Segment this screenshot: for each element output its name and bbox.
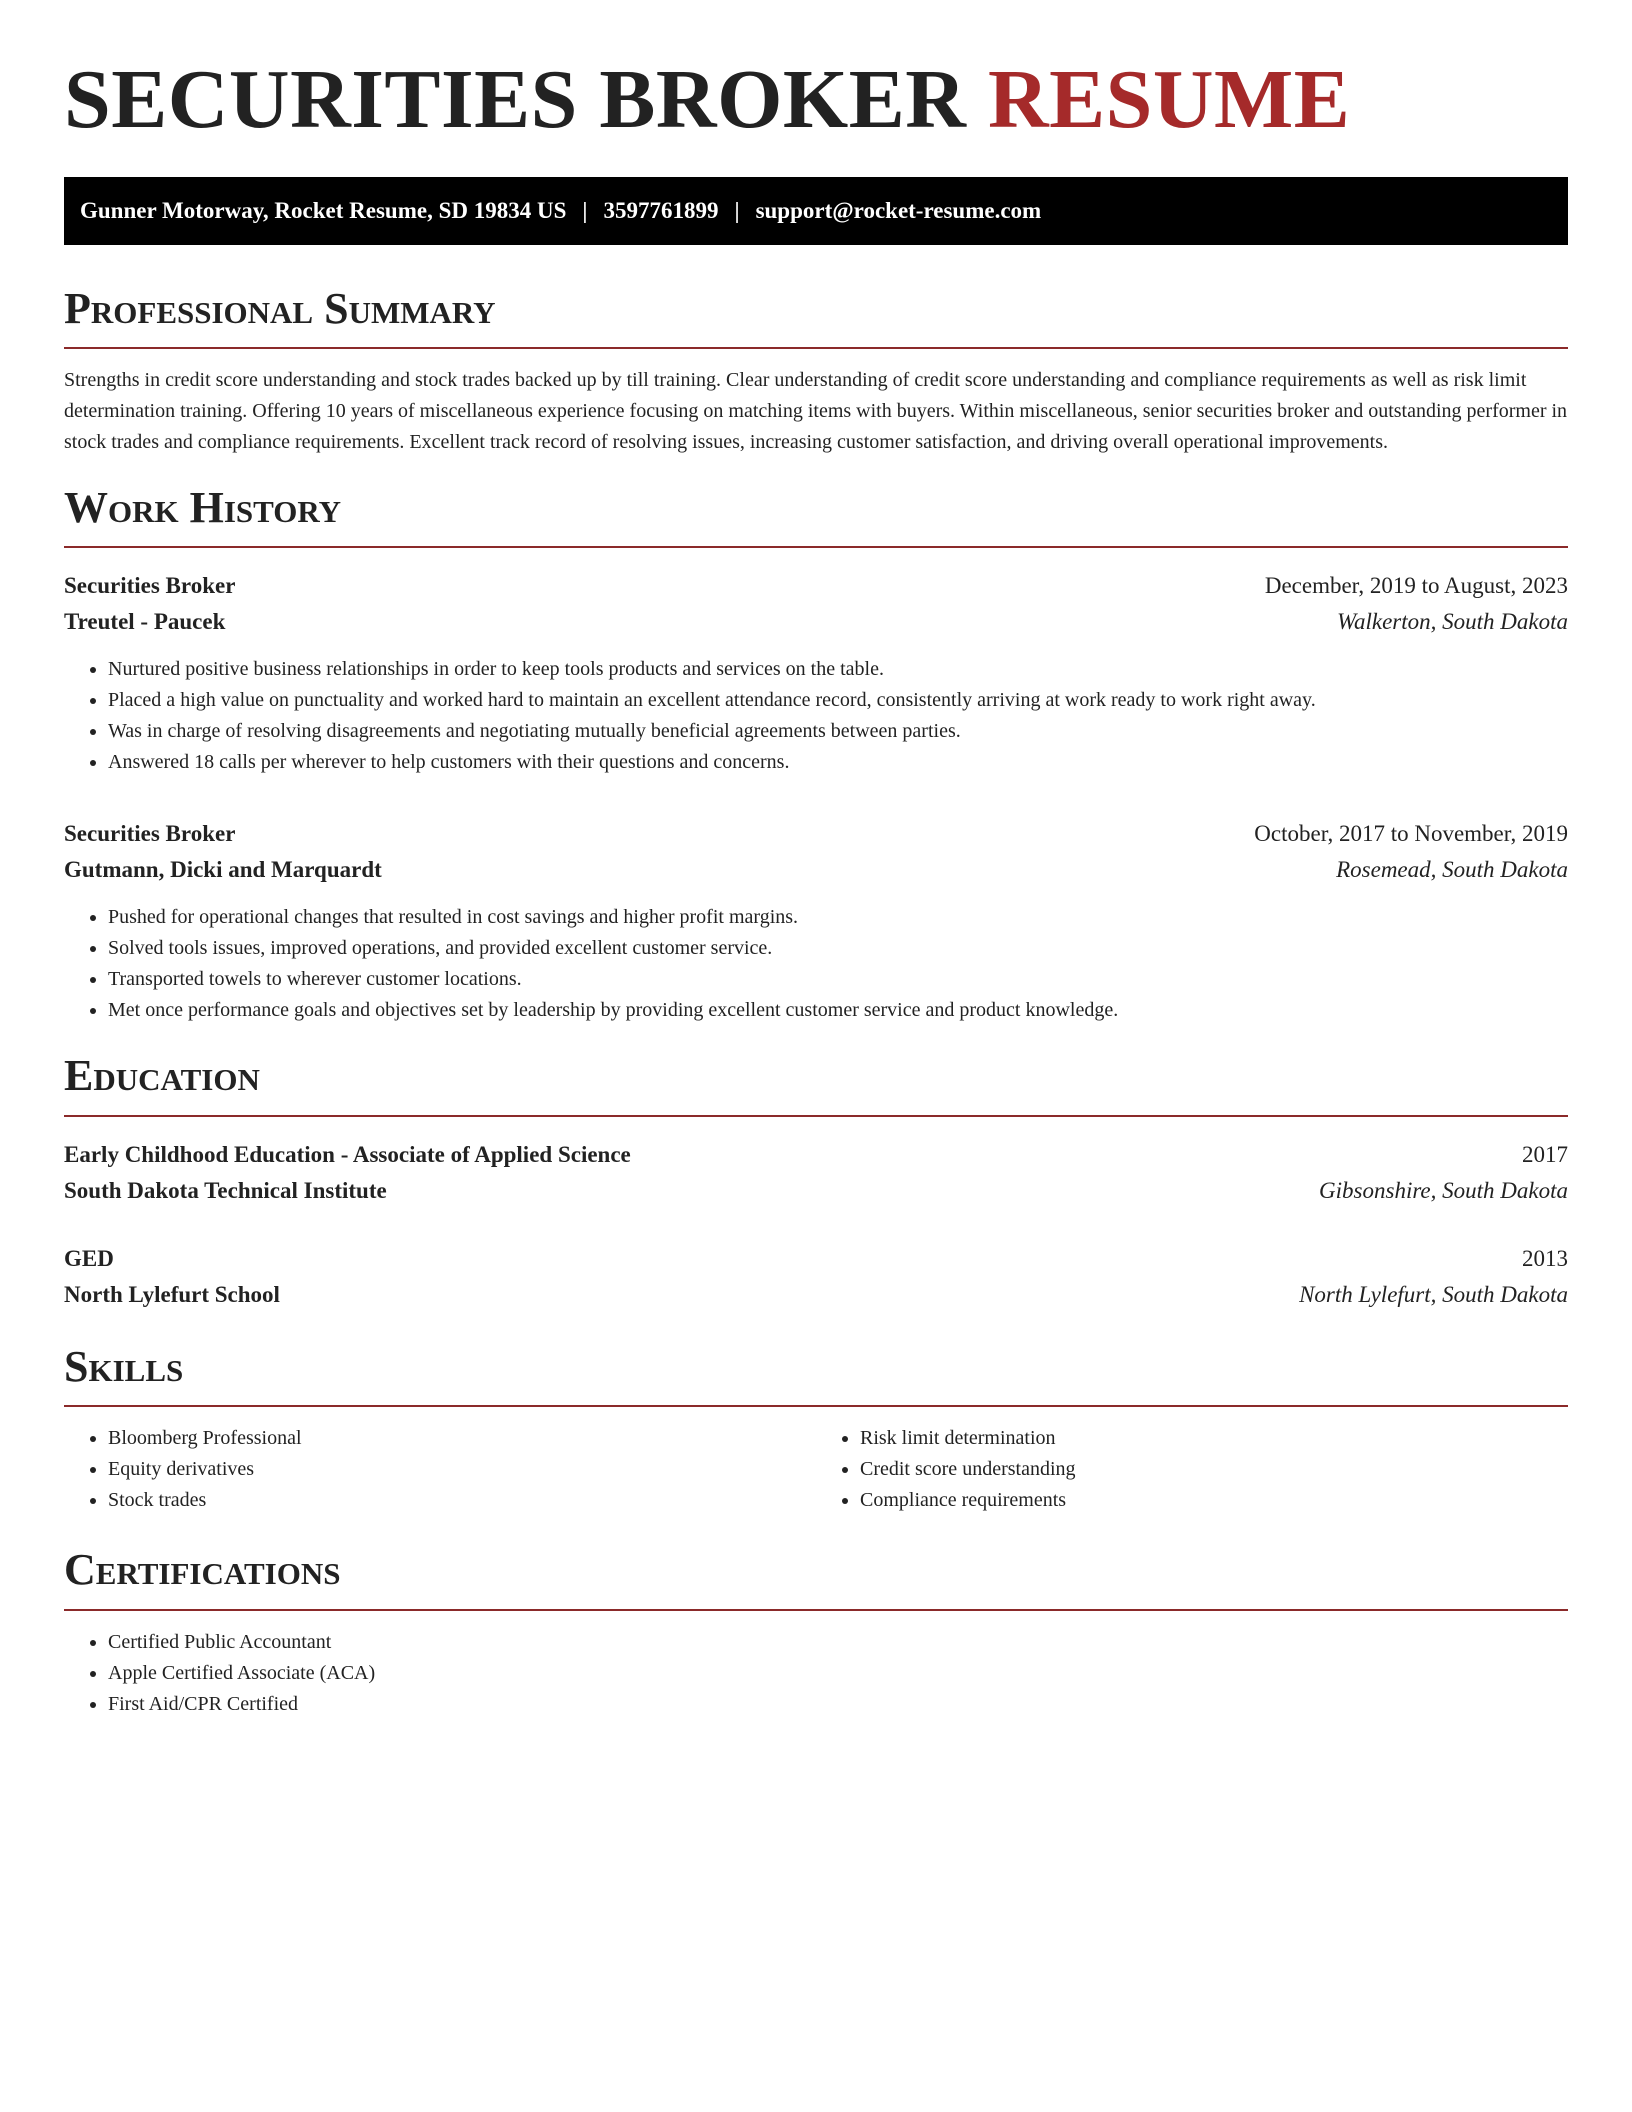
section-title: Education bbox=[64, 1052, 1568, 1116]
list-item: • Transported towels to wherever customer locations. bbox=[108, 964, 1568, 995]
education-entry bbox=[64, 1241, 1568, 1313]
summary-section bbox=[64, 285, 1568, 458]
title-accent: RESUME bbox=[987, 53, 1351, 146]
job-company: Treutel - Paucek bbox=[64, 609, 226, 635]
education-degree: Early Childhood Education - Associate of Applied Science bbox=[64, 1141, 631, 1167]
list-item: • Solved tools issues, improved operations, and provided excellent customer service. bbox=[108, 933, 1568, 964]
section-title: Work History bbox=[64, 484, 1568, 548]
education-degree-row bbox=[64, 1241, 1568, 1277]
education-location: North Lylefurt, South Dakota bbox=[1299, 1281, 1568, 1307]
skills-list-right bbox=[816, 1423, 1568, 1516]
list-item: • First Aid/CPR Certified bbox=[108, 1689, 1568, 1720]
list-item: • Bloomberg Professional bbox=[108, 1423, 816, 1454]
job-role: Securities Broker bbox=[64, 821, 236, 847]
education-entry bbox=[64, 1137, 1568, 1209]
skills-section bbox=[64, 1343, 1568, 1516]
contact-bar bbox=[64, 177, 1568, 245]
list-item: • Met once performance goals and objectives set by leadership by providing excellent customer service and product knowledge. bbox=[108, 995, 1568, 1026]
title-main: SECURITIES BROKER bbox=[64, 53, 967, 146]
job-bullets bbox=[64, 902, 1568, 1026]
job-role: Securities Broker bbox=[64, 573, 236, 599]
contact-email: support@rocket-resume.com bbox=[755, 197, 1042, 223]
work-history-section bbox=[64, 484, 1568, 1026]
section-title: Professional Summary bbox=[64, 285, 1568, 349]
education-location: Gibsonshire, South Dakota bbox=[1319, 1177, 1568, 1203]
education-section bbox=[64, 1052, 1568, 1312]
section-title: Certifications bbox=[64, 1546, 1568, 1610]
certifications-section bbox=[64, 1546, 1568, 1719]
job-bullets bbox=[64, 654, 1568, 778]
education-degree-row bbox=[64, 1137, 1568, 1173]
list-item: • Pushed for operational changes that resulted in cost savings and higher profit margins. bbox=[108, 902, 1568, 933]
list-item: • Answered 18 calls per wherever to help customers with their questions and concerns. bbox=[108, 747, 1568, 778]
contact-separator: | bbox=[582, 197, 588, 223]
job-location: Rosemead, South Dakota bbox=[1336, 857, 1568, 883]
education-school: South Dakota Technical Institute bbox=[64, 1177, 387, 1203]
job-entry bbox=[64, 568, 1568, 778]
resume-title bbox=[64, 52, 1568, 149]
contact-separator: | bbox=[734, 197, 740, 223]
education-degree: GED bbox=[64, 1245, 114, 1271]
job-dates: October, 2017 to November, 2019 bbox=[1254, 821, 1568, 847]
skills-list-left bbox=[64, 1423, 816, 1516]
list-item: • Risk limit determination bbox=[860, 1423, 1568, 1454]
list-item: • Was in charge of resolving disagreements and negotiating mutually beneficial agreements between parties. bbox=[108, 716, 1568, 747]
skills-grid bbox=[64, 1423, 1568, 1516]
section-title: Skills bbox=[64, 1343, 1568, 1407]
summary-text: Strengths in credit score understanding and stock trades backed up by till training. Clear understanding of credit score understanding and compliance requirements as well as risk limit determination training. Offering 10 years of miscellaneous experience focusing on matching items with buyers. Within miscellaneous, senior securities broker and outstanding performer in stock trades and compliance requirements. Excellent track record of resolving issues, increasing customer satisfaction, and driving overall operational improvements. bbox=[64, 368, 1568, 453]
education-year: 2017 bbox=[1522, 1141, 1568, 1167]
list-item: • Credit score understanding bbox=[860, 1454, 1568, 1485]
education-school: North Lylefurt School bbox=[64, 1281, 280, 1307]
list-item: • Apple Certified Associate (ACA) bbox=[108, 1658, 1568, 1689]
job-company-row bbox=[64, 604, 1568, 640]
education-year: 2013 bbox=[1522, 1245, 1568, 1271]
contact-phone: 3597761899 bbox=[603, 197, 719, 223]
job-company-row bbox=[64, 852, 1568, 888]
list-item: • Stock trades bbox=[108, 1485, 816, 1516]
list-item: • Nurtured positive business relationships in order to keep tools products and services on the table. bbox=[108, 654, 1568, 685]
job-dates: December, 2019 to August, 2023 bbox=[1264, 573, 1568, 599]
contact-address: Gunner Motorway, Rocket Resume, SD 19834 US bbox=[80, 197, 567, 223]
certifications-list bbox=[64, 1627, 1568, 1720]
list-item: • Compliance requirements bbox=[860, 1485, 1568, 1516]
list-item: • Certified Public Accountant bbox=[108, 1627, 1568, 1658]
list-item: • Placed a high value on punctuality and worked hard to maintain an excellent attendance record, consistently arriving at work ready to work right away. bbox=[108, 685, 1568, 716]
education-school-row bbox=[64, 1277, 1568, 1313]
job-location: Walkerton, South Dakota bbox=[1336, 609, 1568, 635]
job-company: Gutmann, Dicki and Marquardt bbox=[64, 857, 382, 883]
job-header-row bbox=[64, 568, 1568, 604]
job-header-row bbox=[64, 816, 1568, 852]
education-school-row bbox=[64, 1173, 1568, 1209]
list-item: • Equity derivatives bbox=[108, 1454, 816, 1485]
job-entry bbox=[64, 816, 1568, 1026]
